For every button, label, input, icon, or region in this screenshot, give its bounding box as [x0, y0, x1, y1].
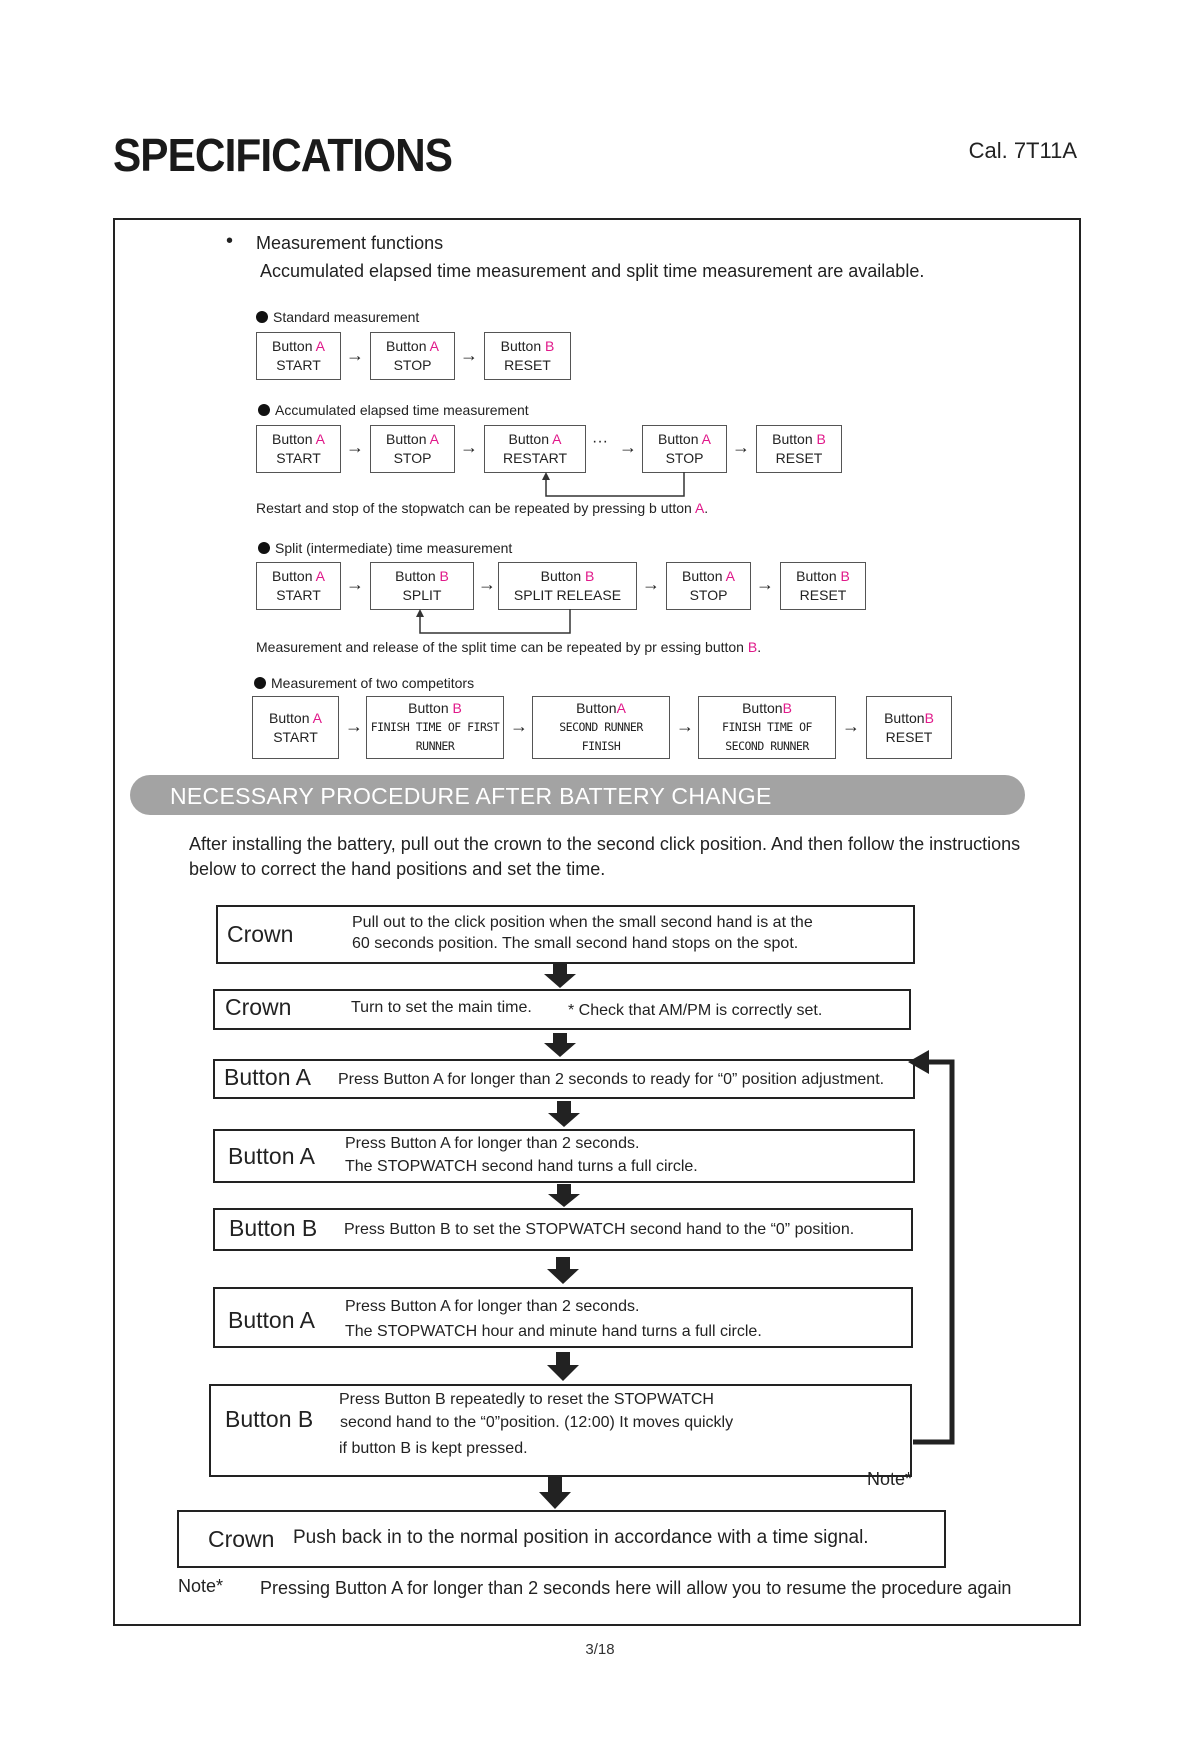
split-title: Split (intermediate) time measurement — [258, 540, 512, 556]
down-arrow-icon — [546, 1352, 580, 1382]
competitors-step-1: Button A START — [252, 696, 339, 759]
step-text: Pull out to the click position when the small second hand is at the — [352, 914, 813, 931]
arrow-right-icon: → — [460, 437, 478, 457]
footnote-text: Pressing Button A for longer than 2 seconds here will allow you to resume the procedure again — [260, 1578, 1012, 1598]
down-arrow-icon — [547, 1184, 581, 1208]
arrow-right-icon: → — [346, 574, 364, 594]
arrow-right-icon: → — [619, 437, 637, 457]
standard-step-2: Button A STOP — [370, 332, 455, 380]
step-label: Button B — [225, 1406, 314, 1432]
repeat-loop-connector — [536, 472, 686, 500]
step-text: Press Button B to set the STOPWATCH second hand to the “0” position. — [344, 1221, 855, 1238]
split-note: Measurement and release of the split time can be repeated by pr essing button B. — [256, 639, 762, 655]
down-arrow-icon — [538, 1476, 572, 1510]
accumulated-note: Restart and stop of the stopwatch can be repeated by pressing b utton A. — [256, 500, 709, 516]
step-label: Crown — [208, 1526, 275, 1552]
accumulated-step-2: Button A STOP — [370, 425, 455, 473]
split-step-5: Button B RESET — [780, 562, 866, 610]
arrow-right-icon: → — [346, 437, 364, 457]
measurement-title: Measurement functions — [256, 233, 444, 253]
accumulated-title: Accumulated elapsed time measurement — [258, 402, 529, 418]
arrow-right-icon: → — [460, 345, 478, 365]
arrow-right-icon: → — [478, 574, 496, 594]
arrow-right-icon: → — [345, 716, 363, 736]
split-step-1: Button A START — [256, 562, 341, 610]
down-arrow-icon — [546, 1257, 580, 1285]
step-label: Button A — [228, 1143, 315, 1169]
competitors-step-5: ButtonB RESET — [866, 696, 952, 759]
down-arrow-icon — [543, 1033, 577, 1058]
accumulated-step-4: Button A STOP — [642, 425, 727, 473]
arrow-right-icon: → — [642, 574, 660, 594]
step-text: Press Button A for longer than 2 seconds. — [345, 1135, 640, 1152]
accumulated-step-1: Button A START — [256, 425, 341, 473]
competitors-step-2: Button B FINISH TIME OF FIRST RUNNER — [366, 696, 504, 759]
step-text: Turn to set the main time. — [351, 999, 532, 1016]
bullet-dot-icon — [254, 677, 266, 689]
bullet-dot-icon — [256, 311, 268, 323]
caliber-label: Cal. 7T11A — [968, 138, 1077, 163]
step-text: The STOPWATCH second hand turns a full circle. — [345, 1158, 698, 1175]
split-step-3: Button B SPLIT RELEASE — [498, 562, 637, 610]
step-text: * Check that AM/PM is correctly set. — [568, 1002, 823, 1019]
competitors-title: Measurement of two competitors — [254, 675, 474, 691]
arrow-right-icon: → — [510, 716, 528, 736]
standard-title: Standard measurement — [256, 309, 419, 325]
ellipsis-icon: ··· — [592, 433, 608, 450]
step-label: Button A — [228, 1307, 315, 1333]
arrow-right-icon: → — [346, 345, 364, 365]
page-number: 3/18 — [585, 1641, 615, 1658]
step-text: Press Button A for longer than 2 seconds. — [345, 1298, 640, 1315]
arrow-right-icon: → — [756, 574, 774, 594]
step-text: if button B is kept pressed. — [339, 1440, 528, 1457]
step-text: Press Button B repeatedly to reset the STOPWATCH — [339, 1391, 714, 1408]
standard-step-1: Button A START — [256, 332, 341, 380]
standard-step-3: Button B RESET — [484, 332, 571, 380]
bullet-icon: • — [226, 230, 234, 252]
footnote-label: Note* — [178, 1576, 224, 1596]
down-arrow-icon — [547, 1101, 581, 1128]
accumulated-step-5: Button B RESET — [756, 425, 842, 473]
split-step-4: Button A STOP — [666, 562, 751, 610]
split-step-2: Button B SPLIT — [370, 562, 474, 610]
competitors-step-4: ButtonB FINISH TIME OF SECOND RUNNER — [698, 696, 836, 759]
section-banner-title: NECESSARY PROCEDURE AFTER BATTERY CHANGE — [170, 783, 772, 809]
down-arrow-icon — [543, 964, 577, 989]
page-title: SPECIFICATIONS — [113, 129, 453, 181]
arrow-right-icon: → — [842, 716, 860, 736]
bullet-dot-icon — [258, 404, 270, 416]
step-text: Push back in to the normal position in accordance with a time signal. — [293, 1527, 869, 1548]
step-text: second hand to the “0”position. (12:00) It moves quickly — [340, 1414, 734, 1431]
step-label: Button B — [229, 1215, 318, 1241]
split-loop-connector — [410, 609, 572, 637]
arrow-right-icon: → — [676, 716, 694, 736]
procedure-intro: After installing the battery, pull out the crown to the second click position. And then follow the instructions below to correct the hand positions and set the time. — [189, 834, 1021, 879]
step-label: Button A — [224, 1064, 311, 1090]
step-text: Press Button A for longer than 2 seconds to ready for “0” position adjustment. — [338, 1071, 885, 1088]
step-text: The STOPWATCH hour and minute hand turns a full circle. — [345, 1323, 762, 1340]
step-label: Crown — [225, 994, 292, 1020]
bullet-dot-icon — [258, 542, 270, 554]
measurement-description: Accumulated elapsed time measurement and split time measurement are available. — [260, 261, 925, 281]
arrow-right-icon: → — [732, 437, 750, 457]
competitors-step-3: ButtonA SECOND RUNNER FINISH — [532, 696, 670, 759]
loop-note: Note* — [867, 1469, 913, 1489]
accumulated-step-3: Button A RESTART — [484, 425, 586, 473]
step-label: Crown — [227, 921, 294, 947]
step-text: 60 seconds position. The small second hand stops on the spot. — [352, 935, 799, 952]
loop-back-arrow-icon — [905, 1050, 965, 1450]
